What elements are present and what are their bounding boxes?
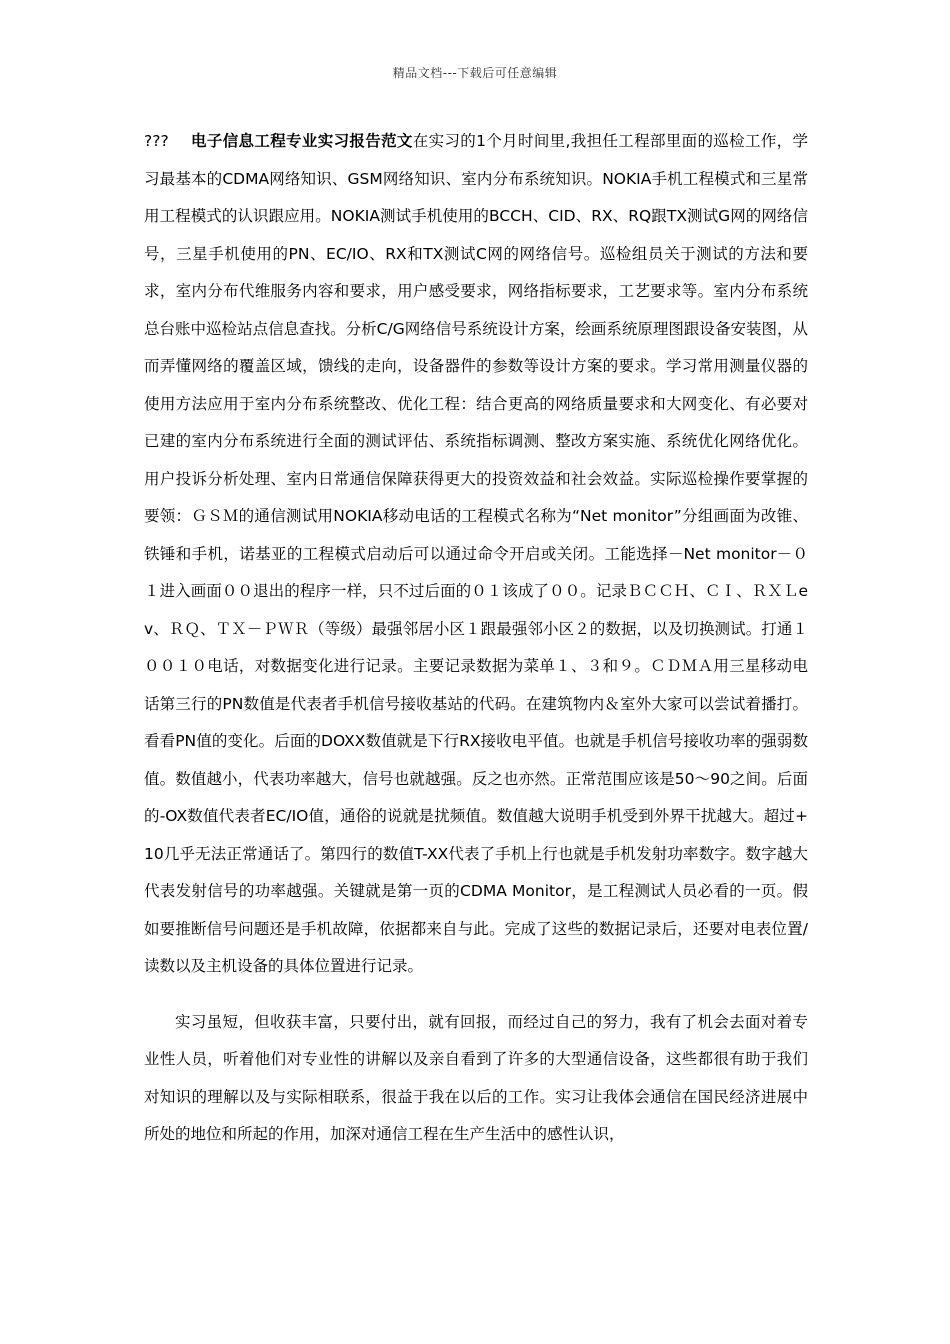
page-header: 精品文档---下载后可任意编辑 [392,66,558,80]
paragraph-2: 实习虽短，但收获丰富，只要付出，就有回报，而经过自己的努力，我有了机会去面对着专业性人员，听着他们对专业性的讲解以及亲自看到了许多的大型通信设备，这些都很有助于我们对知识的理解以及与实际相联系，很益于我在以后的工作。实习让我体会通信在国民经济进展中所处的地位和所起的作用，加深对通信工程在生产生活中的感性认识， [144,1012,808,1143]
lead-marks: ??? [144,132,169,150]
document-body [144,123,808,1154]
document-title: 电子信息工程专业实习报告范文 [190,132,413,150]
paragraph-1 [144,123,808,986]
paragraph-1-text: 在实习的1个月时间里,我担任工程部里面的巡检工作，学习最基本的CDMA网络知识、GSM网络知识、室内分布系统知识。NOKIA手机工程模式和三星常用工程模式的认识跟应用。NOKIA测试手机使用的BCCH、CID、RX、RQ跟TX测试G网的网络信号，三星手机使用的PN、EC/IO、RX和TX测试C网的网络信号。巡检组员关于测试的方法和要求，室内分布代维服务内容和要求，用户感受要求，网络指标要求，工艺要求等。室内分布系统总台账中巡检站点信息查找。分析C/G网络信号系统设计方案，绘画系统原理图跟设备安装图，从而弄懂网络的覆盖区域，馈线的走向，设备器件的参数等设计方案的要求。学习常用测量仪器的使用方法应用于室内分布系统整改、优化工程：结合更高的网络质量要求和大网变化、有必要对已建的室内分布系统进行全面的测试评估、系统指标调测、整改方案实施、系统优化网络优化。用户投诉分析处理、室内日常通信保障获得更大的投资效益和社会效益。实际巡检操作要掌握的要领：ＧＳＭ的通信测试用NOKIA移动电话的工程模式名称为“Net monitor”分组画面为改锥、铁锤和手机，诺基亚的工程模式启动后可以通过命令开启或关闭。工能选择－Net monitor－０１进入画面００退出的程序一样，只不过后面的０１该成了００。记录ＢＣＣＨ、ＣＩ、ＲＸＬev、ＲＱ、ＴＸ－ＰＷＲ（等级）最强邻居小区１跟最强邻小区２的数据，以及切换测试。打通１００１０电话，对数据变化进行记录。主要记录数据为菜单１、３和９。ＣＤＭＡ用三星移动电话第三行的PN数值是代表者手机信号接收基站的代码。在建筑物内＆室外大家可以尝试着播打。看看PN值的变化。后面的DOXX数值就是下行RX接收电平值。也就是手机信号接收功率的强弱数值。数值越小，代表功率越大，信号也就越强。反之也亦然。正常范围应该是50～90之间。后面的-OX数值代表者EC/IO值，通俗的说就是扰频值。数值越大说明手机受到外界干扰越大。超过+10几乎无法正常通话了。第四行的数值T-XX代表了手机上行也就是手机发射功率数字。数字越大代表发射信号的功率越强。关键就是第一页的CDMA Monitor，是工程测试人员必看的一页。假如要推断信号问题还是手机故障，依据都来自与此。完成了这些的数据记录后，还要对电表位置/读数以及主机设备的具体位置进行记录。 [144,132,808,975]
